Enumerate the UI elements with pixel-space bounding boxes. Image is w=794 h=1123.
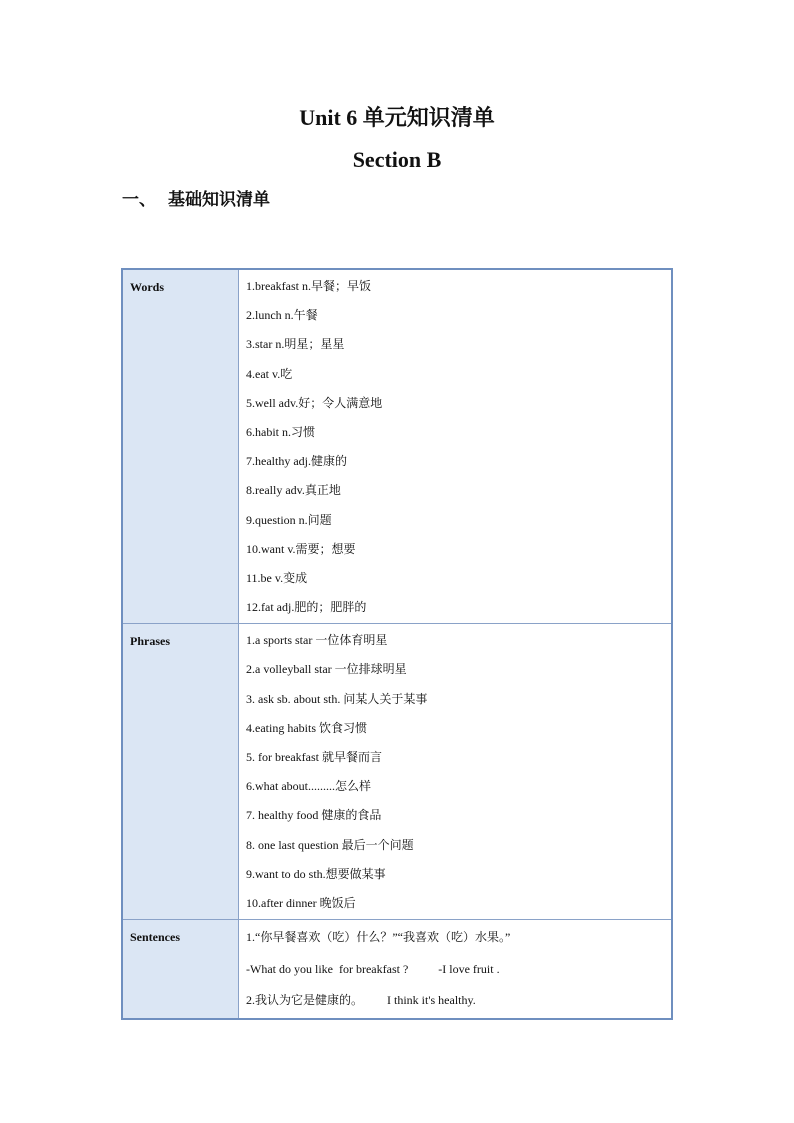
- phrase-item: 9.want to do sth.想要做某事: [246, 866, 386, 881]
- page-subtitle: Section B: [352, 147, 442, 172]
- page-title: Unit 6 单元知识清单: [299, 105, 495, 130]
- phrase-item: 7. healthy food 健康的食品: [246, 808, 382, 823]
- section-number: 一、: [122, 190, 156, 210]
- word-item: 1.breakfast n.早餐；早饭: [246, 279, 371, 293]
- word-item: 10.want v.需要；想要: [246, 541, 356, 556]
- phrase-item: 3. ask sb. about sth. 问某人关于某事: [246, 691, 428, 706]
- words-row: [122, 269, 672, 624]
- word-item: 4.eat v.吃: [246, 366, 293, 381]
- sentence-item: -What do you like for breakfast ? -I love fruit .: [246, 961, 500, 976]
- sentence-item: 2.我认为它是健康的。 I think it's healthy.: [246, 993, 476, 1008]
- word-item: 11.be v.变成: [246, 570, 308, 585]
- phrases-content: [239, 624, 673, 920]
- sentences-row: [122, 920, 672, 1019]
- phrases-row: [122, 624, 672, 920]
- word-item: 3.star n.明星；星星: [246, 337, 345, 352]
- phrase-item: 1.a sports star 一位体育明星: [246, 633, 388, 648]
- phrase-item: 4.eating habits 饮食习惯: [246, 720, 367, 735]
- phrase-item: 6.what about.........怎么样: [246, 779, 371, 794]
- phrase-item: 5. for breakfast 就早餐而言: [246, 750, 382, 764]
- phrases-label: Phrases: [122, 624, 239, 920]
- section-heading: [122, 186, 270, 214]
- word-item: 5.well adv.好；令人满意地: [246, 395, 383, 410]
- phrase-item: 10.after dinner 晚饭后: [246, 895, 356, 910]
- words-content: [239, 269, 673, 624]
- phrase-item: 2.a volleyball star 一位排球明星: [246, 662, 407, 677]
- phrase-item: 8. one last question 最后一个问题: [246, 837, 414, 852]
- sentences-label: Sentences: [122, 920, 239, 1019]
- sentences-content: [239, 920, 673, 1019]
- word-item: 12.fat adj.肥的；肥胖的: [246, 600, 367, 615]
- knowledge-table: [121, 268, 673, 1020]
- word-item: 6.habit n.习惯: [246, 424, 315, 439]
- word-item: 7.healthy adj.健康的: [246, 454, 347, 469]
- section-heading-text: 基础知识清单: [168, 190, 270, 210]
- word-item: 9.question n.问题: [246, 512, 332, 527]
- word-item: 8.really adv.真正地: [246, 483, 341, 498]
- words-label: Words: [122, 269, 239, 624]
- sentence-item: 1.“你早餐喜欢（吃）什么？”“我喜欢（吃）水果。”: [246, 930, 511, 945]
- word-item: 2.lunch n.午餐: [246, 308, 318, 323]
